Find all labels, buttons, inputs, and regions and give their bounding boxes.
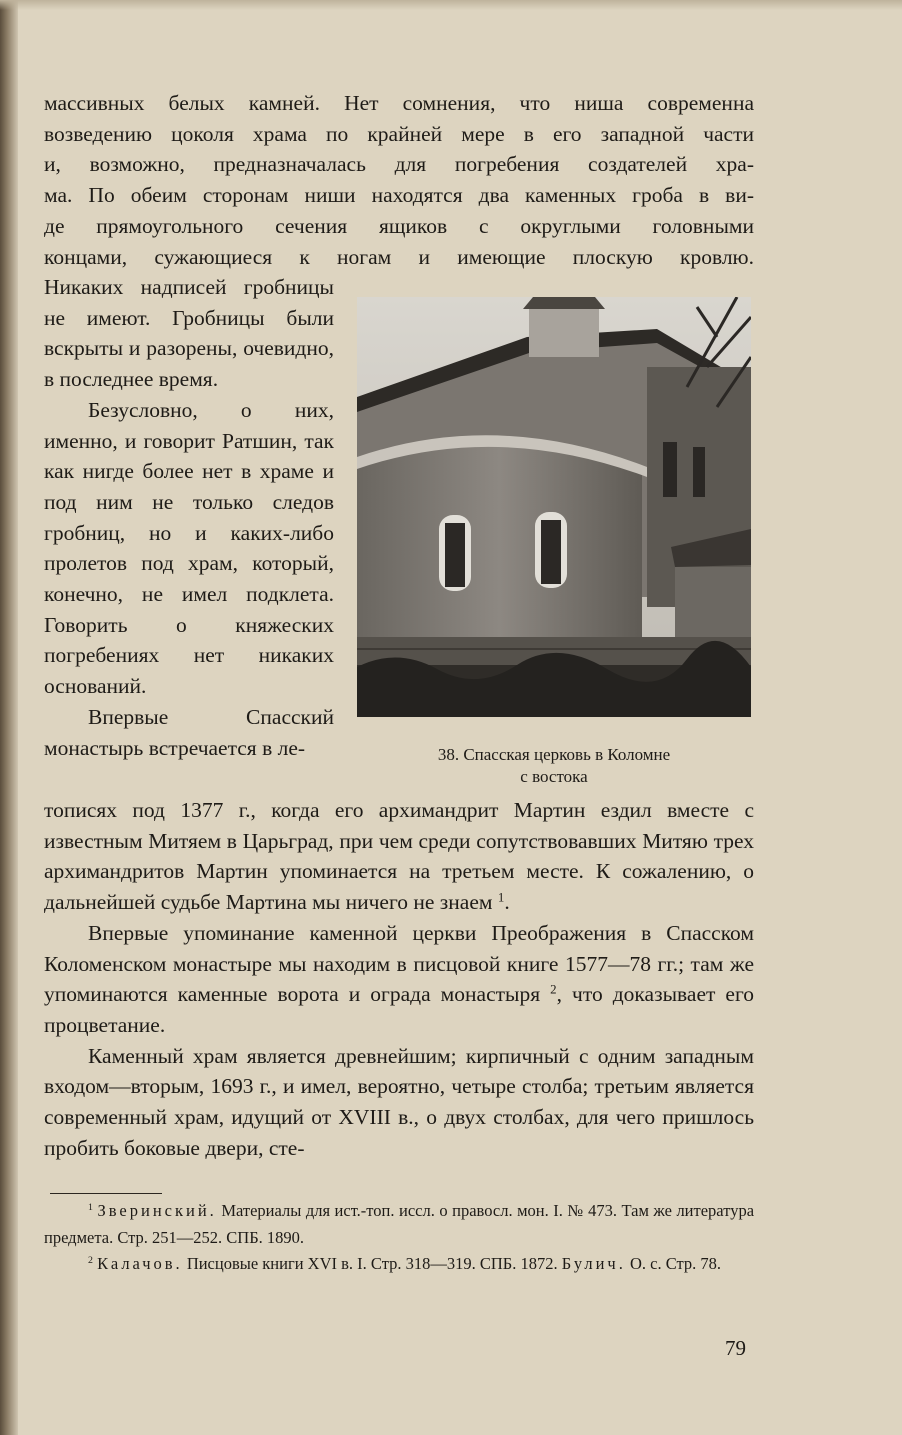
paragraph-end: . — [504, 890, 510, 915]
top-paragraph — [44, 88, 754, 272]
side-paragraph-1: Никаких надписей гробницы не имеют. Гробницы были вскрыты и разорены, очевидно, в последнее время. — [44, 275, 334, 392]
paragraph-5: Каменный храм является древнейшим; кирпичный с одним западным входом—вторым, 1693 г., и имел, вероятно, четыре столба; третьим является современный храм, идущий от XVIII в., о двух столбах, для чего пришлось пробить боковые двери, сте- — [44, 1043, 754, 1160]
bottom-paragraphs — [44, 795, 754, 1163]
paragraph-end: , что доказывает его процветание. — [44, 982, 755, 1037]
footnote-author: Зверинский. — [97, 1201, 217, 1220]
footnote-2 — [44, 1251, 754, 1278]
page-binding-shadow — [0, 0, 18, 1435]
footnote-text: Писцовые книги XVI в. I. Стр. 318—319. СПБ. 1872. — [186, 1254, 558, 1273]
paragraph-4 — [44, 918, 754, 1041]
footnote-mark: 1 — [88, 1202, 93, 1214]
text-line: возведению цоколя храма по крайней мере в его западной части — [44, 121, 754, 146]
text-line: ма. По обеим сторонам ниши находятся два каменных гроба в ви- — [44, 183, 754, 208]
text-line: и, возможно, предназначалась для погребения создателей хра- — [44, 152, 754, 177]
text-line: концами, сужающиеся к ногам и имеющие плоскую кровлю. — [44, 244, 754, 269]
caption-line-1: 38. Спасская церковь в Коломне — [437, 745, 671, 764]
caption-line-2: с востока — [520, 767, 588, 786]
church-photograph — [357, 297, 751, 717]
text-line: де прямоугольного сечения ящиков с округлыми головными — [44, 213, 754, 238]
footnote-1 — [44, 1198, 754, 1251]
footnote-author: Калачов. — [97, 1254, 183, 1273]
footnote-ref: 1 — [497, 890, 505, 905]
footnote-ref: 2 — [550, 982, 557, 997]
footnote-mark: 2 — [88, 1255, 93, 1267]
footnote-text-2: О. с. Стр. 78. — [629, 1254, 722, 1273]
paragraph-text: тописях под 1377 г., когда его архимандрит Мартин ездил вместе с известным Митяем в Царьград, при чем среди сопутствовавших Митяю трех архимандритов Мартин упоминается на третьем месте. К сожалению, о дальнейшей судьбе Мартина мы ничего не знаем — [44, 798, 754, 915]
side-column-text — [44, 272, 334, 763]
side-paragraph-3-start: Впервые Спасский монастырь встречается в ле- — [44, 704, 334, 760]
figure-caption — [357, 744, 751, 788]
side-paragraph-2: Безусловно, о них, именно, и говорит Ратшин, так как нигде более нет в храме и под ним не только следов гробниц, но и каких-либо пролетов под храм, который, конечно, не имел подклета. Говорить о княжеских погребениях нет никаких оснований. — [44, 397, 334, 699]
text-line: массивных белых камней. Нет сомнения, что ниша современна — [44, 91, 754, 115]
page-number: 79 — [725, 1336, 746, 1360]
paragraph-text: Впервые упоминание каменной церкви Преображения в Спасском Коломенском монастыре мы находим в писцовой книге 1577—78 гг.; там же упоминаются каменные ворота и ограда монастыря — [44, 920, 754, 1007]
paragraph-continued — [44, 795, 754, 918]
page-top-shadow — [0, 0, 902, 10]
footnote-text: Материалы для ист.-топ. иссл. о правосл. мон. I. № 473. Там же литература предмета. Стр. 251—252. СПБ. 1890. — [44, 1201, 755, 1247]
footnote-separator — [50, 1193, 162, 1194]
footnote-author-2: Булич. — [561, 1254, 626, 1273]
footnotes — [44, 1198, 754, 1278]
